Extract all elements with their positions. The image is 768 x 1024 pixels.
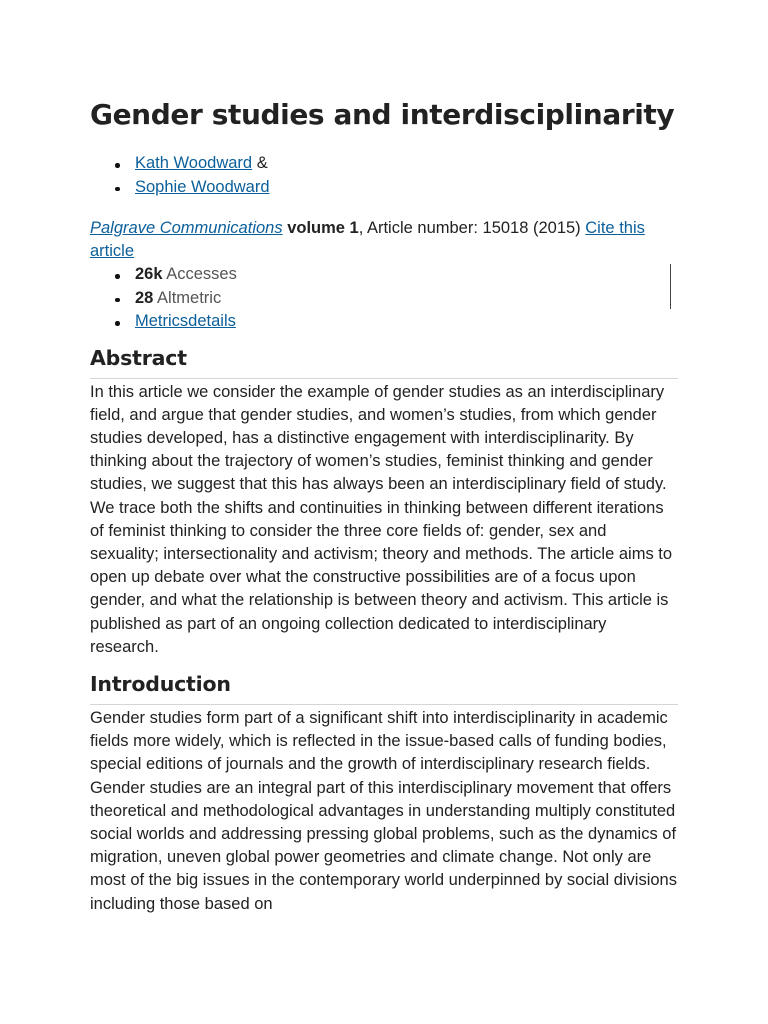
author-separator: & <box>252 154 268 172</box>
accesses-count: 26k <box>135 265 163 283</box>
altmetric-label: Altmetric <box>153 288 222 307</box>
accesses-label: Accesses <box>162 265 237 283</box>
author-item <box>90 176 678 200</box>
article-content <box>90 95 678 916</box>
volume-label: volume 1 <box>287 219 359 237</box>
citation-line <box>90 217 670 263</box>
cite-this-article-link[interactable]: Cite this article <box>90 219 645 260</box>
article-number: , Article number: 15018 (2015) <box>358 219 586 237</box>
article-title: Gender studies and interdisciplinarity <box>90 98 675 131</box>
metrics-divider <box>670 264 671 309</box>
author-list <box>90 152 678 199</box>
author-link-kath-woodward[interactable]: Kath Woodward <box>135 154 253 172</box>
journal-link[interactable]: Palgrave Communications <box>90 219 283 237</box>
altmetric-count: 28 <box>135 288 154 307</box>
author-link-sophie-woodward[interactable]: Sophie Woodward <box>135 177 270 196</box>
introduction-text: Gender studies form part of a significant shift into interdisciplinarity in academic fields more widely, which is reflected in the issue-based calls of funding bodies, special editions of journals and the growth of interdisciplinary research fields. Gender studies are an integral part of this interdisciplinary movement that offers theoretical and methodological advantages in understanding multiply constituted social worlds and addressing pressing global problems, such as the dynamics of migration, uneven global power geometries and climate change. Not only are most of the big issues in the contemporary world underpinned by social divisions including those based on <box>90 708 677 913</box>
metric-details <box>90 310 678 334</box>
introduction-heading: Introduction <box>90 670 678 705</box>
metrics-list <box>90 263 678 334</box>
metric-accesses <box>90 263 678 287</box>
abstract-heading: Abstract <box>90 344 678 379</box>
metric-altmetric <box>90 287 678 311</box>
abstract-text: In this article we consider the example of gender studies as an interdisciplinary field, and argue that gender studies, and women’s studies, from which gender studies developed, has a distinctive engagement with interdisciplinarity. By thinking about the trajectory of women’s studies, feminist thinking and gender studies, we suggest that this has always been an interdisciplinary field of study. We trace both the shifts and continuities in thinking between different iterations of feminist thinking to consider the three core fields of: gender, sex and sexuality; intersectionality and activism; theory and methods. The article aims to open up debate over what the constructive possibilities are of a focus upon gender, and what the relationship is between theory and activism. This article is published as part of an ongoing collection dedicated to interdisciplinary research. <box>90 382 673 656</box>
metrics-details-link[interactable]: Metricsdetails <box>135 312 236 330</box>
author-item <box>90 152 678 176</box>
